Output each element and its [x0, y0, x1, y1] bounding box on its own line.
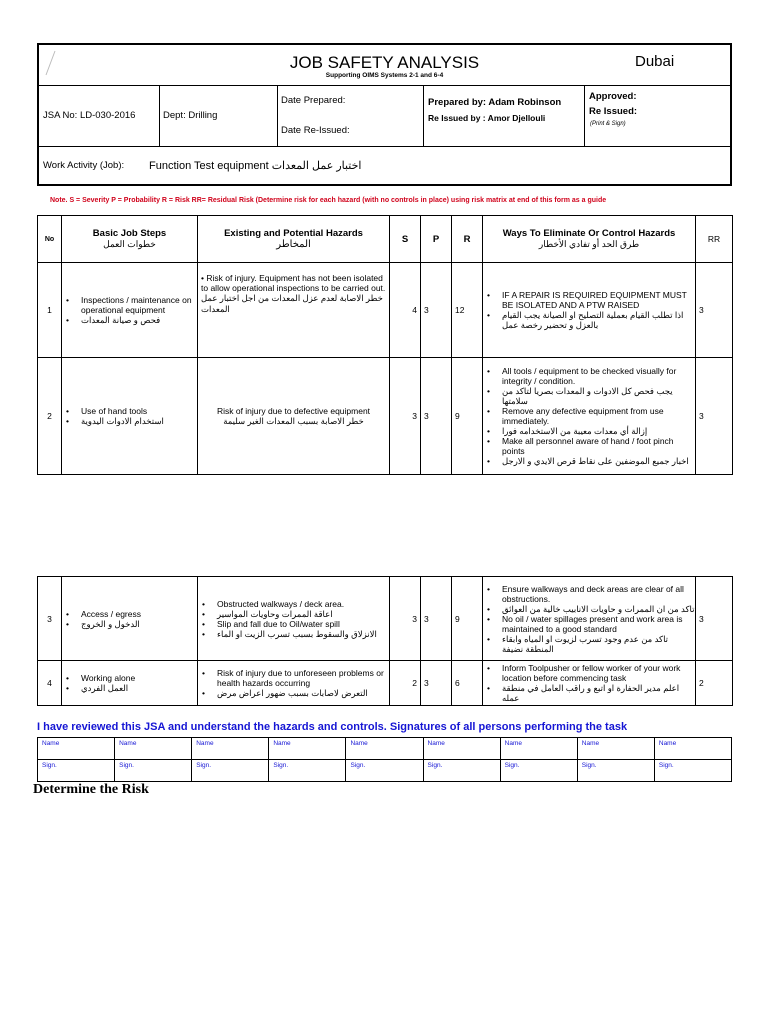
sign-row [38, 760, 732, 782]
sign-field[interactable]: Sign. [500, 760, 577, 782]
row-p: 3 [421, 263, 452, 358]
row-p: 3 [421, 358, 452, 475]
row-r: 9 [452, 358, 483, 475]
review-statement: I have reviewed this JSA and understand the hazards and controls. Signatures of all persons performing the task [37, 721, 628, 733]
row-hazards: Risk of injury due to defective equipment خطر الاصابة بسبب المعدات الغير سليمة [198, 358, 390, 475]
risk-note: Note. S = Severity P = Probability R = Risk RR= Residual Risk (Determine risk for each hazard (with no controls in place) using risk matrix at end of this form as a guide [50, 197, 607, 204]
prepared-by: Prepared by: Adam Robinson [428, 97, 562, 108]
row-p: 3 [421, 577, 452, 661]
approved-label: Approved: [589, 91, 637, 102]
row-steps: • Working alone • العمل الفردي [62, 661, 198, 706]
col-r: R [452, 216, 483, 263]
name-field[interactable]: Name [654, 738, 731, 760]
work-activity: Function Test equipment اختبار عمل المعدات [149, 160, 362, 172]
col-no: No [38, 216, 62, 263]
determine-risk-heading: Determine the Risk [33, 782, 149, 797]
location: Dubai [635, 53, 675, 70]
col-steps: Basic Job Steps خطوات العمل [62, 216, 198, 263]
signature-table [37, 737, 732, 782]
row-controls: • IF A REPAIR IS REQUIRED EQUIPMENT MUST BE ISOLATED AND A PTW RAISED • اذا تطلب القيام بعملية التصليح او الصيانة يجب القيام بالعزل و تحضير رخصة عمل [483, 263, 696, 358]
sign-field[interactable]: Sign. [38, 760, 115, 782]
date-prepared: Date Prepared: [281, 95, 346, 106]
row-steps: • Use of hand tools • استخدام الادوات اليدوية [62, 358, 198, 475]
row-p: 3 [421, 661, 452, 706]
work-activity-label: Work Activity (Job): [43, 160, 125, 171]
row-no: 4 [38, 661, 62, 706]
table-row [38, 263, 733, 358]
name-field[interactable]: Name [500, 738, 577, 760]
row-controls: • Ensure walkways and deck areas are clear of all obstructions. • تاكد من ان الممرات و حاويات الانابيب خالية من العوائق • No oil / water spillages present and work area is maintained to a good standard • تاكد من عدم وجود تسرب لزيوت او المياه وابقاء المنطقة نضيفة [483, 577, 696, 661]
jsa-header [37, 43, 732, 186]
row-r: 9 [452, 577, 483, 661]
col-hazards: Existing and Potential Hazards المخاطر [198, 216, 390, 263]
sign-field[interactable]: Sign. [423, 760, 500, 782]
jsa-table-page-1 [37, 215, 733, 475]
print-sign-label: (Print & Sign) [590, 121, 626, 127]
row-controls: • Inform Toolpusher or fellow worker of your work location before commencing task • اعلم مدير الحفارة او اتبع و راقب العامل في منطقة عمله [483, 661, 696, 706]
row-hazards: • Risk of injury. Equipment has not been isolated to allow operational inspections to be carried out. خطر الاصابة لعدم عزل المعدات من اجل اختبار عمل المعدات [198, 263, 390, 358]
reissued-by: Re Issued by : Amor Djellouli [428, 113, 546, 123]
table-row [38, 577, 733, 661]
col-rr: RR [696, 216, 733, 263]
sign-field[interactable]: Sign. [346, 760, 423, 782]
row-hazards: • Risk of injury due to unforeseen problems or health hazards occurring • التعرض لاصابات بسبب ضهور اعراض مرض [198, 661, 390, 706]
row-steps: • Access / egress • الدخول و الخروج [62, 577, 198, 661]
row-s: 3 [390, 358, 421, 475]
row-r: 12 [452, 263, 483, 358]
row-rr: 2 [696, 661, 733, 706]
row-steps: • Inspections / maintenance on operational equipment • فحص و صيانة المعدات [62, 263, 198, 358]
jsa-table-page-2 [37, 576, 733, 706]
date-reissued: Date Re-Issued: [281, 125, 350, 136]
sign-field[interactable]: Sign. [269, 760, 346, 782]
table-row [38, 358, 733, 475]
document-subtitle: Supporting OIMS Systems 2-1 and 6-4 [325, 72, 444, 79]
row-s: 4 [390, 263, 421, 358]
sign-field[interactable]: Sign. [192, 760, 269, 782]
row-no: 2 [38, 358, 62, 475]
name-field[interactable]: Name [38, 738, 115, 760]
row-rr: 3 [696, 577, 733, 661]
row-rr: 3 [696, 358, 733, 475]
row-controls: • All tools / equipment to be checked visually for integrity / condition. • يجب فحص كل الادوات و المعدات بصريا لتاكد من سلامتها • Remove any defective equipment from use immediately. • إزالة أي معدات معيبة من الاستخدامه فورا • Make all personnel aware of hand / foot pinch points • اخبار جميع الموضفين على نقاط قرص الايدي و الارجل [483, 358, 696, 475]
name-field[interactable]: Name [269, 738, 346, 760]
col-controls: Ways To Eliminate Or Control Hazards طرق الحد أو تفادي الأخطار [483, 216, 696, 263]
department: Dept: Drilling [163, 110, 218, 121]
row-r: 6 [452, 661, 483, 706]
row-hazards: • Obstructed walkways / deck area. • اعاقة الممرات وحاويات المواسير • Slip and fall due to Oil/water spill • الانزلاق والسقوط بسبب تسرب الزيت او الماء [198, 577, 390, 661]
document-title: JOB SAFETY ANALYSIS [289, 53, 480, 72]
name-row [38, 738, 732, 760]
name-field[interactable]: Name [115, 738, 192, 760]
jsa-number: JSA No: LD-030-2016 [43, 110, 136, 121]
row-no: 3 [38, 577, 62, 661]
sign-field[interactable]: Sign. [654, 760, 731, 782]
sign-field[interactable]: Sign. [115, 760, 192, 782]
name-field[interactable]: Name [192, 738, 269, 760]
row-rr: 3 [696, 263, 733, 358]
name-field[interactable]: Name [577, 738, 654, 760]
col-s: S [390, 216, 421, 263]
sign-field[interactable]: Sign. [577, 760, 654, 782]
name-field[interactable]: Name [423, 738, 500, 760]
row-s: 2 [390, 661, 421, 706]
row-s: 3 [390, 577, 421, 661]
reissued-label: Re Issued: [589, 106, 638, 117]
row-no: 1 [38, 263, 62, 358]
table-row [38, 661, 733, 706]
name-field[interactable]: Name [346, 738, 423, 760]
col-p: P [421, 216, 452, 263]
